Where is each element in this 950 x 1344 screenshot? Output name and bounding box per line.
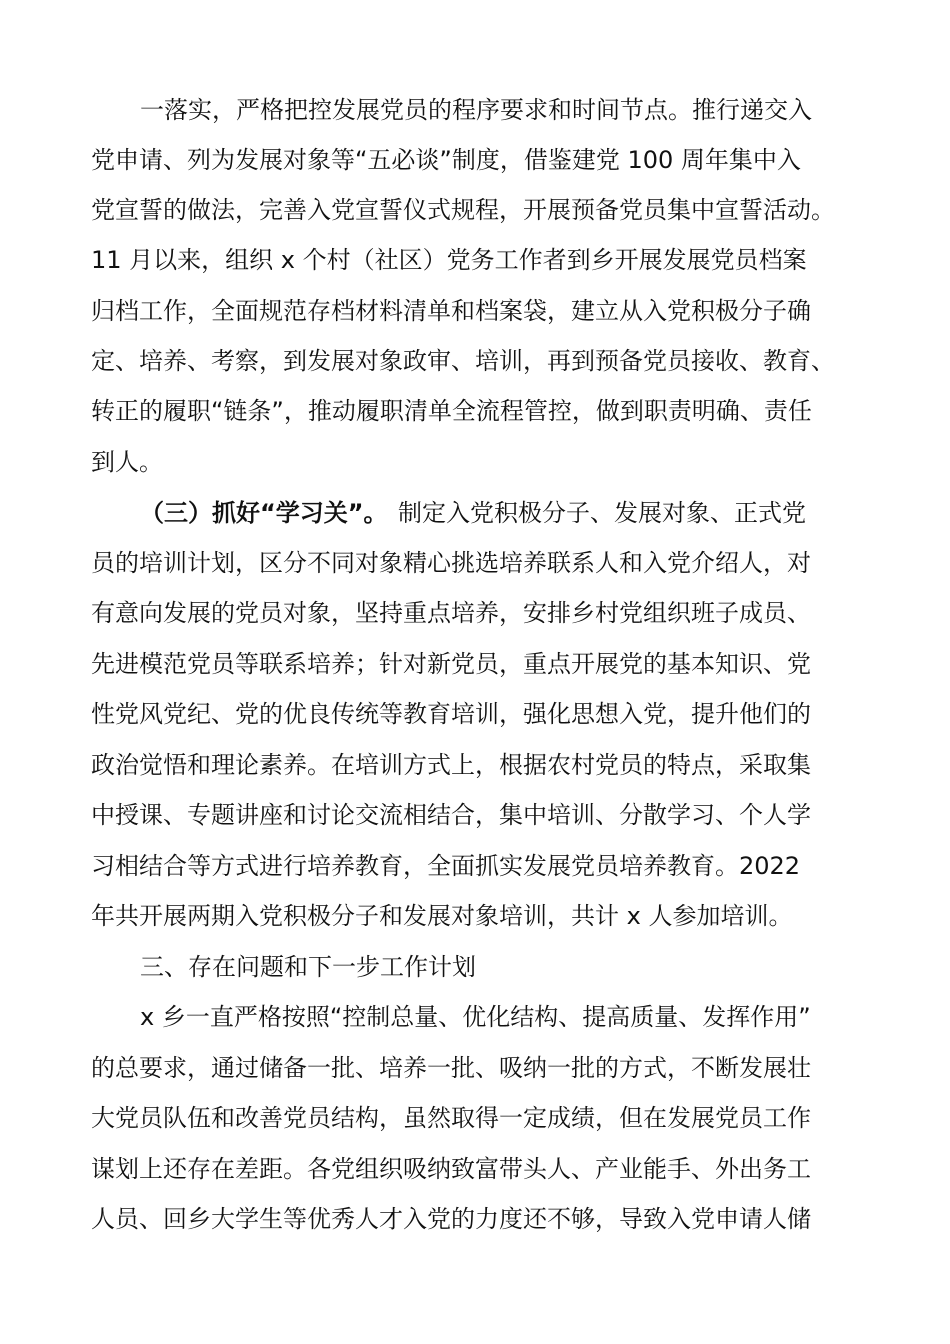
paragraph-line: 年共开展两期入党积极分子和发展对象培训，共计 x 人参加培训。 — [91, 902, 793, 930]
paragraph-line: 习相结合等方式进行培养教育，全面抓实发展党员培养教育。2022 — [91, 852, 801, 880]
paragraph-line: 归档工作，全面规范存档材料清单和档案袋，建立从入党积极分子确 — [91, 297, 811, 325]
paragraph-line: 到人。 — [91, 448, 163, 476]
paragraph-line: 人员、回乡大学生等优秀人才入党的力度还不够，导致入党申请人储 — [91, 1205, 811, 1233]
paragraph-line: 先进模范党员等联系培养；针对新党员，重点开展党的基本知识、党 — [91, 650, 811, 678]
paragraph-line: 定、培养、考察，到发展对象政审、培训，再到预备党员接收、教育、 — [91, 347, 835, 375]
paragraph-line: 有意向发展的党员对象，坚持重点培养，安排乡村党组织班子成员、 — [91, 599, 811, 627]
paragraph-line: 员的培训计划，区分不同对象精心挑选培养联系人和入党介绍人，对 — [91, 549, 811, 577]
paragraph-line: 党申请、列为发展对象等“五必谈”制度，借鉴建党 100 周年集中入 — [91, 146, 801, 174]
paragraph-line: 性党风党纪、党的优良传统等教育培训，强化思想入党，提升他们的 — [91, 700, 811, 728]
paragraph-line: 制定入党积极分子、发展对象、正式党 — [398, 499, 806, 527]
paragraph-line: x 乡一直严格按照“控制总量、优化结构、提高质量、发挥作用” — [140, 1003, 811, 1031]
paragraph-line: 转正的履职“链条”，推动履职清单全流程管控，做到职责明确、责任 — [91, 397, 812, 425]
paragraph-line: 11 月以来，组织 x 个村（社区）党务工作者到乡开展发展党员档案 — [91, 246, 807, 274]
paragraph-line: 大党员队伍和改善党员结构，虽然取得一定成绩，但在发展党员工作 — [91, 1104, 811, 1132]
paragraph-line: 政治觉悟和理论素养。在培训方式上，根据农村党员的特点，采取集 — [91, 751, 811, 779]
paragraph-line: 中授课、专题讲座和讨论交流相结合，集中培训、分散学习、个人学 — [91, 801, 811, 829]
section-heading-study: （三）抓好“学习关”。 — [140, 499, 388, 527]
paragraph-line: 党宣誓的做法，完善入党宣誓仪式规程，开展预备党员集中宣誓活动。 — [91, 196, 835, 224]
section-heading-problems: 三、存在问题和下一步工作计划 — [140, 953, 476, 981]
paragraph-line: 谋划上还存在差距。各党组织吸纳致富带头人、产业能手、外出务工 — [91, 1155, 811, 1183]
paragraph-line: 的总要求，通过储备一批、培养一批、吸纳一批的方式，不断发展壮 — [91, 1054, 811, 1082]
paragraph-line: 一落实，严格把控发展党员的程序要求和时间节点。推行递交入 — [140, 96, 812, 124]
